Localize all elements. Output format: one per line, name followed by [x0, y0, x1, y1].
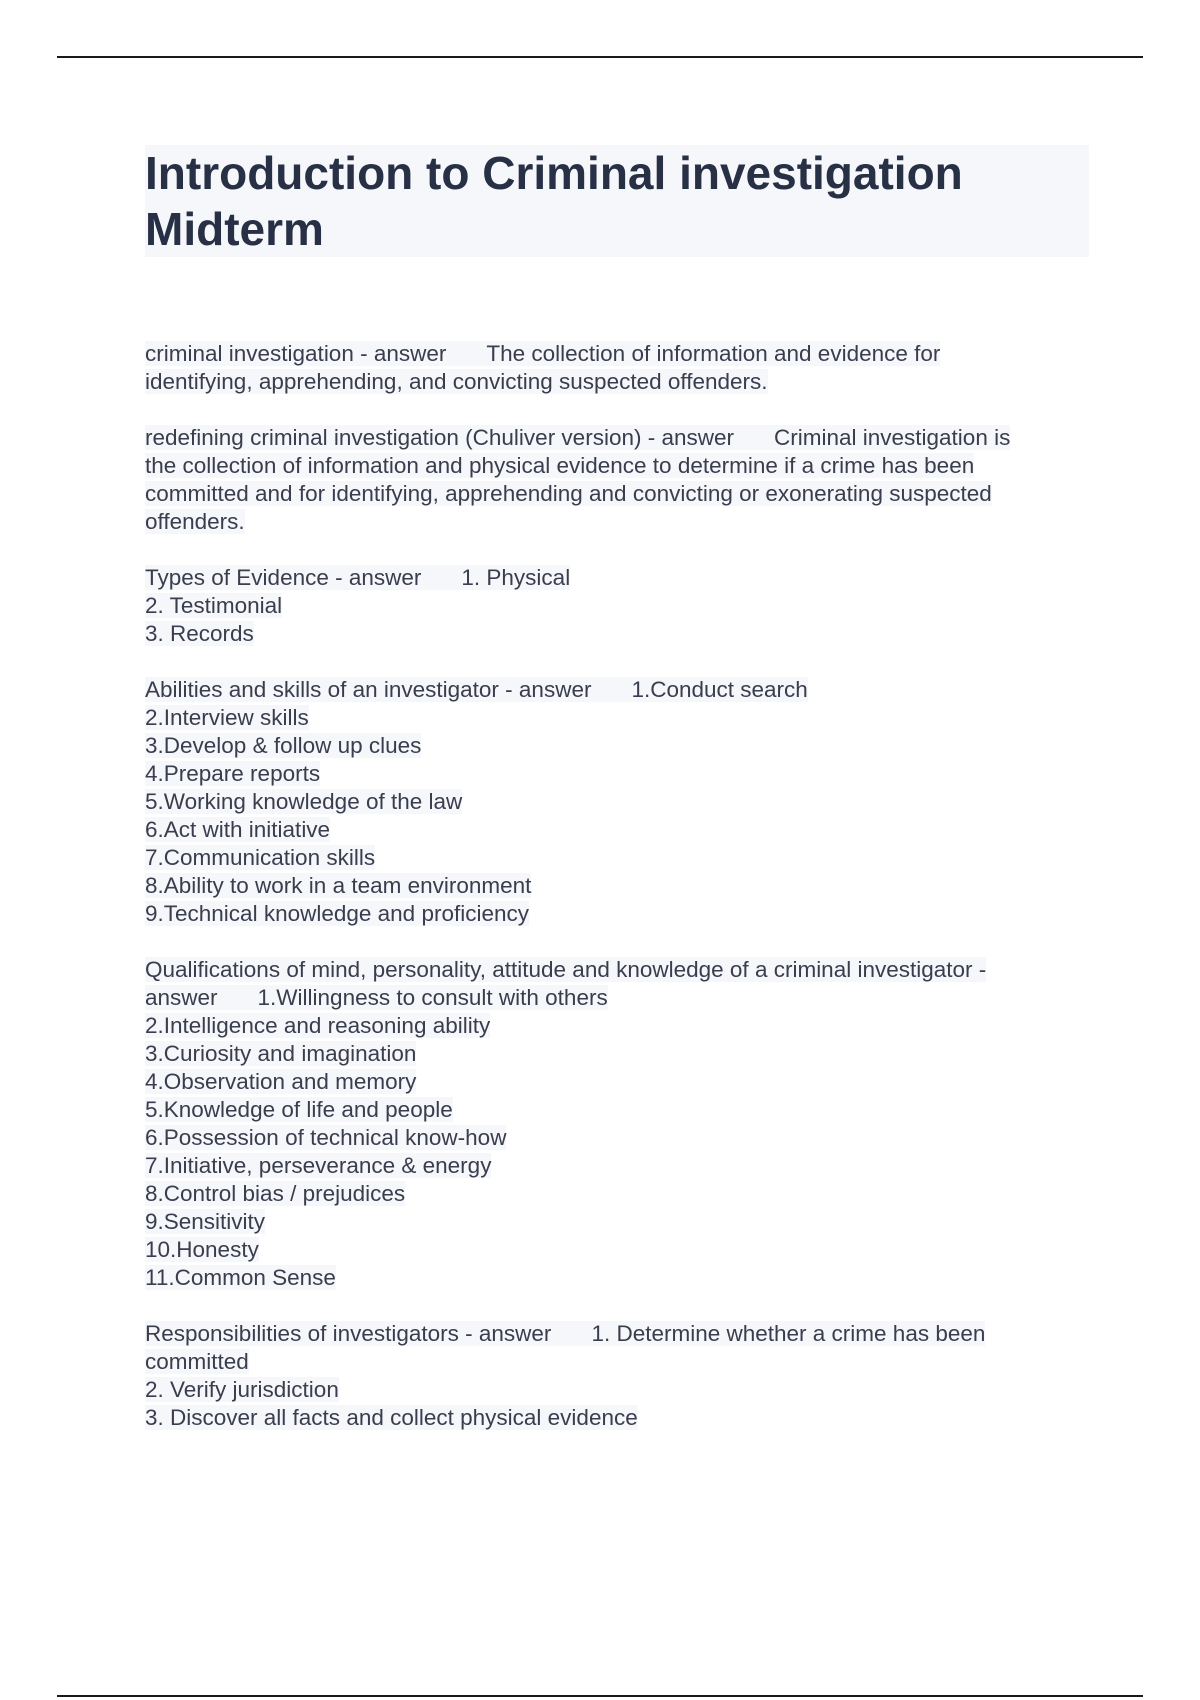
question-text: Types of Evidence - answer — [145, 565, 422, 590]
qa-line — [145, 1348, 1085, 1376]
qa-line-text: 3.Develop & follow up clues — [145, 733, 422, 758]
qa-line — [145, 368, 1085, 396]
qa-line — [145, 340, 1085, 368]
qa-line — [145, 1320, 1085, 1348]
question-text: answer — [145, 985, 218, 1010]
qa-line — [145, 816, 1085, 844]
qa-line-text: 2.Intelligence and reasoning ability — [145, 1013, 491, 1038]
qa-line — [145, 1096, 1085, 1124]
bottom-rule — [57, 1695, 1143, 1697]
qa-line — [145, 956, 1085, 984]
title-line-2: Midterm — [145, 203, 324, 255]
qa-line-text: committed and for identifying, apprehending and convicting or exonerating suspected — [145, 481, 992, 506]
qa-line — [145, 872, 1085, 900]
qa-line — [145, 1264, 1085, 1292]
qa-line-text: 3.Curiosity and imagination — [145, 1041, 417, 1066]
qa-line — [145, 984, 1085, 1012]
qa-line — [145, 1236, 1085, 1264]
qa-line-text: 2.Interview skills — [145, 705, 309, 730]
qa-line-text: 7.Initiative, perseverance & energy — [145, 1153, 492, 1178]
qa-line-text — [145, 341, 940, 366]
qa-line — [145, 1068, 1085, 1096]
qa-list — [145, 340, 1085, 1460]
qa-line — [145, 732, 1085, 760]
qa-line — [145, 788, 1085, 816]
qa-entry — [145, 424, 1085, 536]
qa-entry — [145, 676, 1085, 928]
qa-line-text: 6.Act with initiative — [145, 817, 331, 842]
qa-line — [145, 620, 1085, 648]
qa-line-text: 9.Sensitivity — [145, 1209, 266, 1234]
qa-line — [145, 592, 1085, 620]
qa-line-text: 5.Knowledge of life and people — [145, 1097, 453, 1122]
question-text: Abilities and skills of an investigator - answer — [145, 677, 592, 702]
qa-line-text: offenders. — [145, 509, 245, 534]
qa-line — [145, 480, 1085, 508]
answer-text: Criminal investigation is — [774, 425, 1011, 450]
question-text: redefining criminal investigation (Chuliver version) - answer — [145, 425, 734, 450]
qa-line — [145, 424, 1085, 452]
qa-line-text: 7.Communication skills — [145, 845, 376, 870]
qa-line — [145, 676, 1085, 704]
qa-line-text: 9.Technical knowledge and proficiency — [145, 901, 529, 926]
title-line-1: Introduction to Criminal investigation — [145, 147, 963, 199]
qa-line-text: 6.Possession of technical know-how — [145, 1125, 507, 1150]
qa-entry — [145, 956, 1085, 1292]
qa-line — [145, 844, 1085, 872]
qa-line-text — [145, 565, 570, 590]
document-title — [145, 145, 1089, 257]
qa-line — [145, 1152, 1085, 1180]
answer-text: 1. Determine whether a crime has been — [591, 1321, 986, 1346]
qa-line-text: the collection of information and physical evidence to determine if a crime has been — [145, 453, 975, 478]
qa-line — [145, 1376, 1085, 1404]
qa-line — [145, 760, 1085, 788]
qa-line-text: 3. Records — [145, 621, 254, 646]
qa-line-text: 4.Prepare reports — [145, 761, 321, 786]
qa-line-text: Qualifications of mind, personality, attitude and knowledge of a criminal investigator - — [145, 957, 987, 982]
answer-text: 1. Physical — [461, 565, 571, 590]
qa-line-text — [145, 985, 608, 1010]
qa-line-text: 5.Working knowledge of the law — [145, 789, 463, 814]
qa-line — [145, 1124, 1085, 1152]
qa-line-text: identifying, apprehending, and convicting suspected offenders. — [145, 369, 768, 394]
qa-line-text: 4.Observation and memory — [145, 1069, 417, 1094]
title-block — [145, 145, 1089, 257]
qa-line — [145, 508, 1085, 536]
qa-line — [145, 1404, 1085, 1432]
qa-entry — [145, 564, 1085, 648]
qa-line-text: 8.Control bias / prejudices — [145, 1181, 406, 1206]
question-text: Responsibilities of investigators - answer — [145, 1321, 552, 1346]
top-rule — [57, 56, 1143, 58]
qa-line-text: 2. Verify jurisdiction — [145, 1377, 339, 1402]
qa-entry — [145, 1320, 1085, 1432]
qa-line-text: 3. Discover all facts and collect physical evidence — [145, 1405, 638, 1430]
answer-text: 1.Conduct search — [631, 677, 808, 702]
qa-line-text: 2. Testimonial — [145, 593, 283, 618]
answer-text: 1.Willingness to consult with others — [257, 985, 608, 1010]
qa-line-text: committed — [145, 1349, 249, 1374]
question-text: criminal investigation - answer — [145, 341, 447, 366]
qa-line — [145, 564, 1085, 592]
qa-line-text — [145, 1321, 985, 1346]
qa-entry — [145, 340, 1085, 396]
qa-line — [145, 1180, 1085, 1208]
qa-line-text: 11.Common Sense — [145, 1265, 336, 1290]
qa-line-text: 10.Honesty — [145, 1237, 259, 1262]
qa-line-text: 8.Ability to work in a team environment — [145, 873, 532, 898]
qa-line — [145, 1040, 1085, 1068]
qa-line-text — [145, 677, 808, 702]
answer-text: The collection of information and evidence for — [486, 341, 941, 366]
qa-line-text — [145, 425, 1010, 450]
qa-line — [145, 900, 1085, 928]
qa-line — [145, 1208, 1085, 1236]
qa-line — [145, 704, 1085, 732]
qa-line — [145, 1012, 1085, 1040]
qa-line — [145, 452, 1085, 480]
